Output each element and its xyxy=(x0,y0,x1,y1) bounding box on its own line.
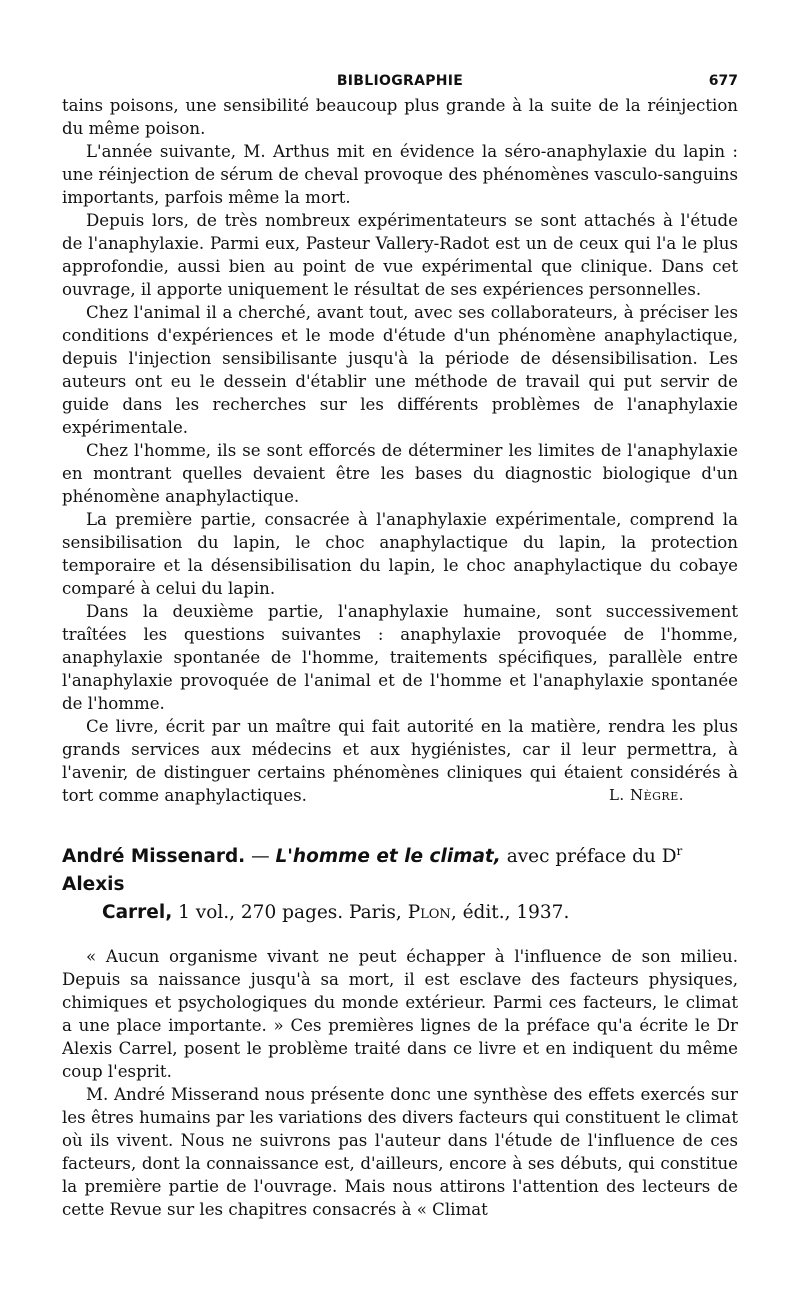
review-anaphylaxie xyxy=(62,94,738,807)
book-details: 1 vol., 270 pages. Paris, xyxy=(172,902,408,923)
doctor-abbrev-sup: r xyxy=(676,843,683,858)
reviewer-signature xyxy=(585,784,684,807)
running-title: BIBLIOGRAPHIE xyxy=(336,73,464,89)
paragraph: Dans la deuxième partie, l'anaphylaxie humaine, sont successivement traîtées les questions suivantes : anaphylaxie provoquée de l'homme, anaphylaxie spontanée de l'homme, traitements spécifiques, parallèle entre l'anaphylaxie provoquée de l'animal et de l'homme et l'anaphylaxie spontanée de l'homme. xyxy=(62,602,738,713)
heading-dash: — xyxy=(245,846,276,867)
paragraph: M. André Misserand nous présente donc une synthèse des effets exercés sur les êtres humains par les variations des divers facteurs qui constituent le climat où ils vivent. Nous ne suivrons pas l'auteur dans l'étude de l'influence de ces facteurs, dont la connaissance est, d'ailleurs, encore à ses débuts, qui constitue la première partie de l'ouvrage. Mais nous attirons l'attention des lecteurs de cette Revue sur les chapitres consacrés à « Climat xyxy=(62,1085,738,1219)
preface-author-last: Carrel, xyxy=(102,902,173,923)
reviewer-name: L. Nègre. xyxy=(608,786,684,804)
paragraph: L'année suivante, M. Arthus mit en évidence la séro-anaphylaxie du lapin : une réinjection de sérum de cheval provoque des phénomènes vasculo-sanguins importants, parfois même la mort. xyxy=(62,142,738,207)
publication-info: , édit., 1937. xyxy=(450,902,570,923)
publisher: Plon xyxy=(407,902,451,923)
preface-prefix: avec préface du D xyxy=(500,846,677,867)
page-header xyxy=(62,64,738,94)
paragraph: Depuis lors, de très nombreux expérimentateurs se sont attachés à l'étude de l'anaphylaxie. Parmi eux, Pasteur Vallery-Radot est un de ceux qui l'a le plus approfondie, aussi bien au point de vue expérimental que clinique. Dans cet ouvrage, il apporte uniquement le résultat de ses expériences personnelles. xyxy=(62,211,738,299)
book-author: André Missenard. xyxy=(62,846,246,867)
paragraph: Chez l'animal il a cherché, avant tout, avec ses collaborateurs, à préciser les conditions d'expériences et le mode d'étude d'un phénomène anaphylactique, depuis l'injection sensibilisante jusqu'à la période de désensibilisation. Les auteurs ont eu le dessein d'établir une méthode de travail qui put servir de guide dans les recherches sur les différents problèmes de l'anaphylaxie expérimentale. xyxy=(62,303,738,437)
paragraph-with-signature xyxy=(62,715,738,807)
paragraph: Ce livre, écrit par un maître qui fait autorité en la matière, rendra les plus grands services aux médecins et aux hygiénistes, car il leur permettra, à l'avenir, de distinguer certains phénomènes cliniques qui étaient considérés à tort comme anaphylactiques. xyxy=(62,717,738,805)
preface-author-first: Alexis xyxy=(62,874,125,895)
book-title: L'homme et le climat, xyxy=(275,846,501,867)
review-climat xyxy=(62,945,738,1221)
review-heading xyxy=(62,843,738,927)
paragraph: Chez l'homme, ils se sont efforcés de déterminer les limites de l'anaphylaxie en montrant quelles devaient être les bases du diagnostic biologique d'un phénomène anaphylactique. xyxy=(62,441,738,506)
paragraph: La première partie, consacrée à l'anaphylaxie expérimentale, comprend la sensibilisation du lapin, le choc anaphylactique du lapin, la protection temporaire et la désensibilisation du lapin, le choc anaphylactique du cobaye comparé à celui du lapin. xyxy=(62,510,738,598)
heading-line-2 xyxy=(62,899,738,927)
book-page xyxy=(62,64,738,1221)
paragraph: tains poisons, une sensibilité beaucoup plus grande à la suite de la réinjection du même poison. xyxy=(62,96,738,138)
page-number: 677 xyxy=(708,73,738,89)
paragraph: « Aucun organisme vivant ne peut échapper à l'influence de son milieu. Depuis sa naissance jusqu'à sa mort, il est esclave des facteurs physiques, chimiques et psychologiques du monde extérieur. Parmi ces facteurs, le climat a une place importante. » Ces premières lignes de la préface qu'a écrite le Dr Alexis Carrel, posent le problème traité dans ce livre et en indiquent du même coup l'esprit. xyxy=(62,947,738,1081)
